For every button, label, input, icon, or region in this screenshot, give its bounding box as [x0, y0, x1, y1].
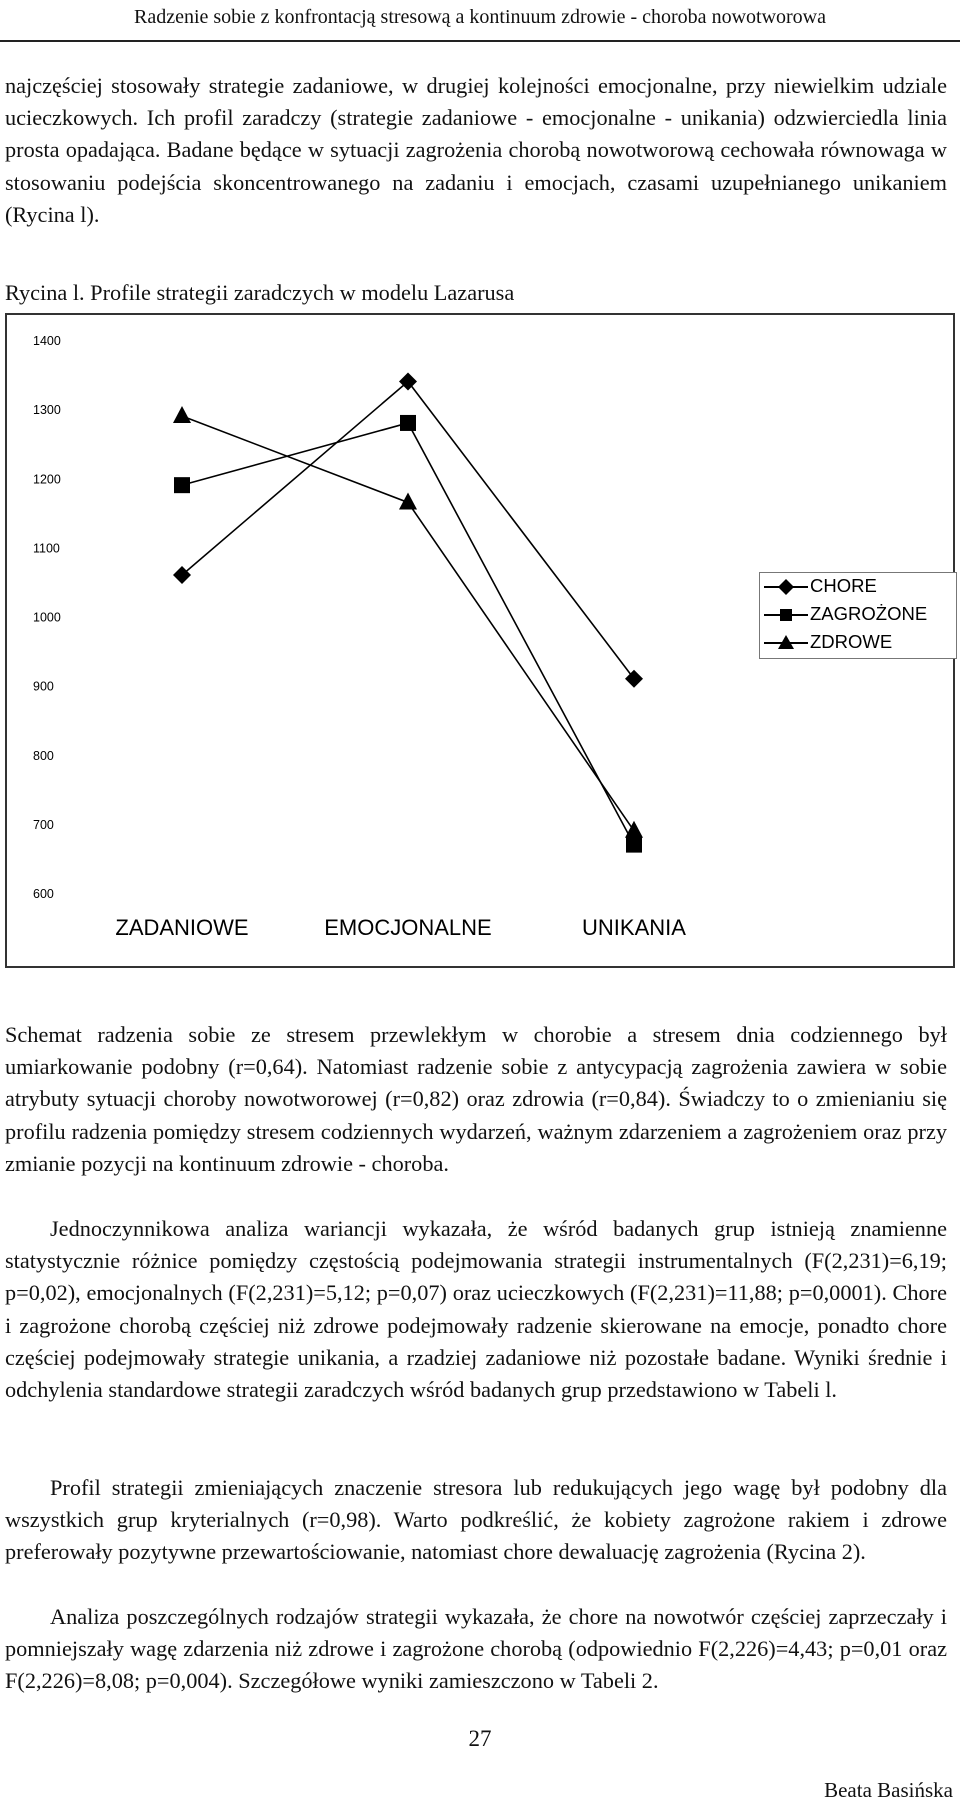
y-tick-label: 800: [33, 748, 54, 763]
legend-item-chore: [760, 573, 956, 601]
y-tick-label: 1000: [33, 610, 61, 625]
data-point-diamond: [625, 670, 643, 688]
legend-label-chore: CHORE: [810, 575, 877, 596]
x-tick-label: UNIKANIA: [582, 915, 686, 940]
x-tick-label: ZADANIOWE: [115, 915, 249, 940]
paragraph-results-4: Analiza poszczególnych rodzajów strategii wykazała, że chore na nowotwór częściej zaprzeczały i pomniejszały wagę zdarzenia niż zdrowe i zagrożone chorobą (odpowiednio F(2,226)=4,43; p=0,01 oraz F(2,226)=8,08; p=0,004). Szczegółowe wyniki zamieszczono w Tabeli 2.: [5, 1604, 947, 1694]
legend-label-zdrowe: ZDROWE: [810, 631, 893, 652]
legend-label-zagrozone: ZAGROŻONE: [810, 603, 928, 624]
author-name: Beata Basińska: [824, 1778, 953, 1802]
data-point-triangle: [173, 406, 191, 423]
x-tick-label: EMOCJONALNE: [324, 915, 492, 940]
paragraph-results-1: Schemat radzenia sobie ze stresem przewlekłym w chorobie a stresem dnia codziennego był umiarkowanie podobny (r=0,64). Natomiast radzenie sobie z antycypacją zagrożenia zawiera w sobie atrybuty sytuacji choroby nowotworowej (r=0,82) oraz zdrowia (r=0,84). Świadczy to o zmienianiu się profilu radzenia pomiędzy stresem codziennych wydarzeń, ważnym zdarzeniem a zagrożeniem oraz przy zmianie pozycji na kontinuum zdrowie - choroba.: [5, 1022, 947, 1176]
data-point-square: [626, 837, 642, 853]
page-number: 27: [468, 1726, 492, 1751]
series-line-zagrożone: [182, 423, 634, 845]
figure-caption: Rycina l. Profile strategii zaradczych w modelu Lazarusa: [5, 280, 515, 305]
y-tick-label: 1200: [33, 472, 61, 487]
data-point-square: [400, 415, 416, 431]
legend-line-diamond-icon: [764, 574, 808, 600]
y-tick-label: 900: [33, 679, 54, 694]
paragraph-results-3: Profil strategii zmieniających znaczenie stresora lub redukujących jego wagę był podobny dla wszystkich grup kryterialnych (r=0,98). Warto podkreślić, że kobiety zagrożone rakiem i zdrowe preferowały pozytywne przewartościowanie, natomiast chore dewaluację zagrożenia (Rycina 2).: [5, 1475, 947, 1565]
header-rule: [0, 40, 960, 42]
legend-item-zdrowe: [760, 629, 956, 657]
paragraph-results-2: Jednoczynnikowa analiza wariancji wykazała, że wśród badanych grup istnieją znamienne statystycznie różnice pomiędzy częstością podejmowania strategii instrumentalnych (F(2,231)=6,19; p=0,02), emocjonalnych (F(2,231)=5,12; p=0,07) oraz ucieczkowych (F(2,231)=11,88; p=0,0001). Chore i zagrożone chorobą częściej niż zdrowe podejmowały radzenie skierowane na emocje, ponadto chore częściej podejmowały strategie unikania, a rzadziej zadaniowe niż pozostałe badane. Wyniki średnie i odchylenia standardowe strategii zaradczych wśród badanych grup przedstawiono w Tabeli l.: [5, 1216, 947, 1403]
legend-line-square-icon: [764, 602, 808, 628]
data-point-triangle: [399, 492, 417, 509]
paragraph-intro: najczęściej stosowały strategie zadaniowe, w drugiej kolejności emocjonalne, przy niewielkim udziale ucieczkowych. Ich profil zaradczy (strategie zadaniowe - emocjonalne - unikania) odzwierciedla linia prosta opadająca. Badane będące w sytuacji zagrożenia chorobą nowotworową cechowała równowaga w stosowaniu podejścia skoncentrowanego na zadaniu i emocjach, czasami uzupełnianego unikaniem (Rycina l).: [5, 73, 947, 227]
data-point-square: [174, 477, 190, 493]
series-line-zdrowe: [182, 416, 634, 831]
y-tick-label: 700: [33, 817, 54, 832]
y-tick-label: 1100: [33, 541, 60, 556]
running-header: Radzenie sobie z konfrontacją stresową a kontinuum zdrowie - choroba nowotworowa: [133, 6, 826, 28]
y-tick-label: 1400: [33, 334, 61, 348]
legend-item-zagrozone: [760, 601, 956, 629]
y-tick-label: 1300: [33, 403, 61, 418]
chart-legend: [759, 572, 957, 659]
data-point-triangle: [625, 821, 643, 838]
y-tick-label: 600: [33, 887, 54, 901]
legend-line-triangle-icon: [764, 630, 808, 656]
